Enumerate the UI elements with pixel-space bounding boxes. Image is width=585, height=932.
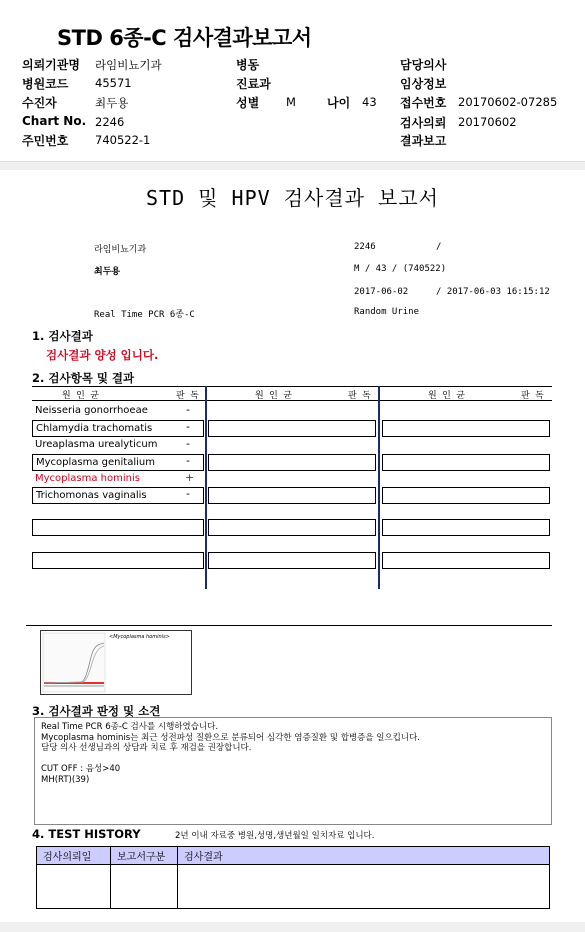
history-cell-date [37,865,111,909]
mark-ureaplasma: - [186,437,190,450]
graph-legend: <Mycoplasma hominis> [109,634,170,640]
info-date2: / 2017-06-03 16:15:12 [436,287,550,297]
mark-mhominis: + [185,471,195,484]
info-name: 최두용 [94,267,121,277]
code-value: 45571 [95,76,132,90]
col-result-1: 판 독 [176,391,199,401]
id-value: 740522-1 [95,133,151,147]
graph-rule [26,625,552,626]
result-summary: 검사결과 양성 입니다. [46,348,159,362]
header-title: STD 6종-C 검사결과보고서 [57,26,312,50]
history-col-type: 보고서구분 [111,847,178,865]
col3-box-1 [382,420,550,437]
receipt-value: 20170602-07285 [458,95,558,109]
sex-label: 성별 [236,96,260,110]
col3-box-2 [382,454,550,471]
row-ureaplasma: Ureaplasma urealyticum [35,439,158,450]
chart-value: 2246 [95,115,125,129]
history-header-row [37,847,550,865]
col2-box-2 [208,454,376,471]
col3-box-5 [382,552,550,569]
chart-label: Chart No. [22,114,87,128]
history-row [37,865,550,909]
receipt-label: 접수번호 [400,96,447,110]
col3-box-3 [382,487,550,504]
history-cell-result [178,865,550,909]
row-mhominis: Mycoplasma hominis [35,473,140,484]
grid-top-rule [32,386,552,387]
consult-line-1: Real Time PCR 6종-C 검사를 시행하였습니다. [41,722,219,732]
info-test: Real Time PCR 6종-C [94,310,195,320]
report-body [0,170,585,922]
consult-line-2: Mycoplasma hominis는 최근 성전파성 질환으로 분류되어 심각한 염증질환 및 합병증을 일으킵니다. [41,732,421,743]
org-value: 라임비뇨기과 [95,58,162,72]
name-value: 최두용 [95,96,129,110]
grid-divider-1 [205,386,207,589]
name-label: 수진자 [22,96,57,110]
section1-title: 1. 검사결과 [32,329,93,343]
grid-head-rule [32,400,552,401]
consultation-box [34,717,552,825]
col-result-3: 판 독 [521,391,544,401]
col-pathogen-1: 원 인 균 [62,391,99,401]
info-chart: 2246 [354,242,376,252]
clinical-label: 임상정보 [400,77,447,91]
section3-title: 3. 검사결과 판정 및 소견 [32,704,161,718]
id-label: 주민번호 [22,134,69,148]
row-empty-2 [32,552,204,569]
report-label: 결과보고 [400,134,447,148]
consult-line-5: CUT OFF : 음성>40 [41,764,121,774]
row-empty-1 [32,519,204,536]
history-note: 2년 이내 자료중 병원,성명,생년월일 일치자료 입니다. [175,831,375,841]
history-col-result: 검사결과 [178,847,550,865]
info-org: 라임비뇨기과 [94,245,147,255]
consult-line-3: 담당 의사 선생님과의 상담과 치료 후 재검을 권장합니다. [41,743,252,753]
history-table [36,846,550,909]
request-value: 20170602 [458,115,517,129]
col3-box-4 [382,519,550,536]
sex-value: M [286,95,296,109]
grid-divider-2 [378,386,380,589]
col2-box-4 [208,519,376,536]
col2-box-3 [208,487,376,504]
dept-label: 진료과 [236,77,271,91]
org-label: 의뢰기관명 [22,58,80,72]
code-label: 병원코드 [22,77,69,91]
doctor-label: 담당의사 [400,58,447,72]
row-chlamydia: Chlamydia trachomatis [32,420,204,437]
pcr-graph [40,630,192,695]
col-pathogen-2: 원 인 균 [255,391,292,401]
mark-chlamydia: - [186,420,190,433]
mark-trichomonas: - [186,487,190,500]
info-sex-age: M / 43 / (740522) [354,264,447,274]
history-cell-type [111,865,178,909]
info-date1: 2017-06-02 [354,287,409,297]
section4-title: 4. TEST HISTORY [32,827,141,841]
amplification-curve-icon [41,631,191,694]
age-label: 나이 [327,96,351,110]
row-neisseria: Neisseria gonorrhoeae [35,405,148,416]
request-label: 검사의뢰 [400,116,447,130]
mark-neisseria: - [186,403,190,416]
row-mgenitalium: Mycoplasma genitalium [32,454,204,471]
col2-box-5 [208,552,376,569]
report-header [0,0,585,162]
age-value: 43 [362,95,377,109]
report-title: STD 및 HPV 검사결과 보고서 [146,186,439,210]
section2-title: 2. 검사항목 및 결과 [32,371,135,385]
col-result-2: 판 독 [348,391,371,401]
info-slash: / [436,242,442,252]
mark-mgenitalium: - [186,454,190,467]
history-col-date: 검사의뢰일 [37,847,111,865]
info-specimen: Random Urine [354,307,420,317]
row-trichomonas: Trichomonas vaginalis [32,487,204,504]
consult-line-6: MH(RT)(39) [41,774,90,785]
ward-label: 병동 [236,58,260,72]
col-pathogen-3: 원 인 균 [428,391,465,401]
consult-line-4 [41,754,545,765]
col2-box-1 [208,420,376,437]
